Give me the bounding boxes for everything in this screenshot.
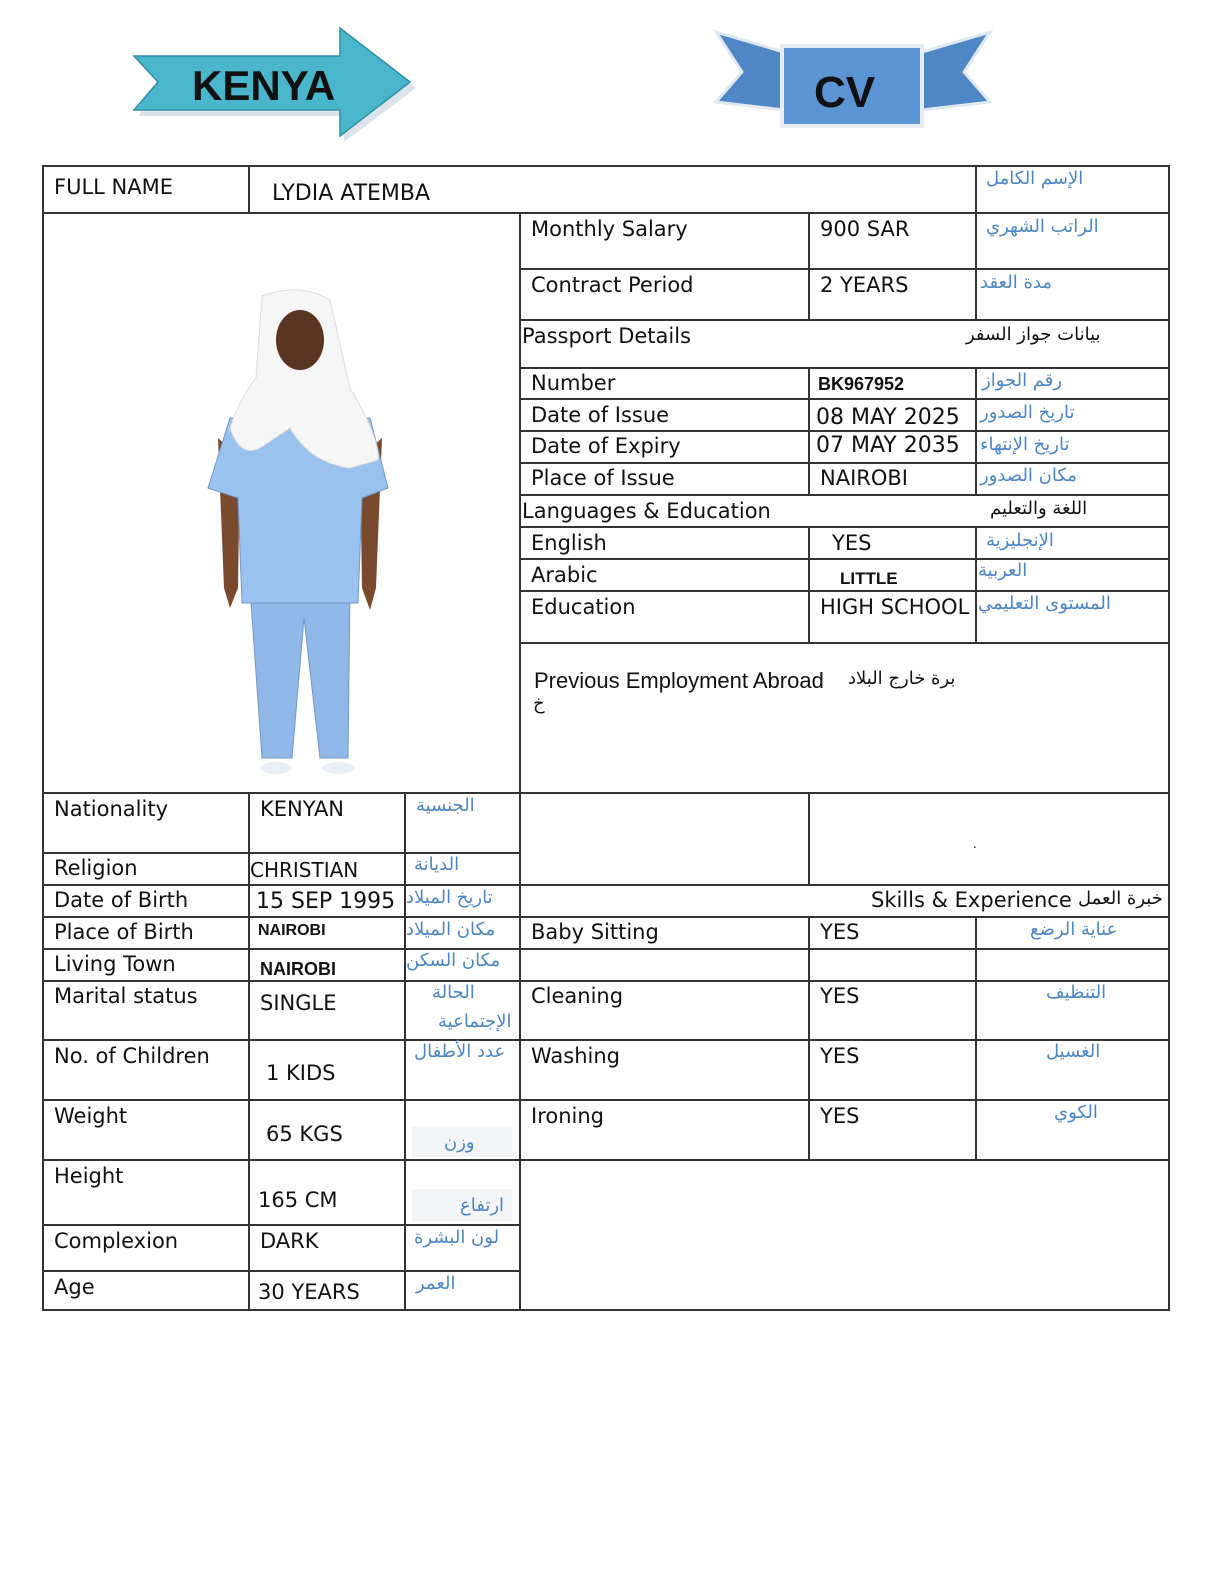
marital-label-ar-2: الإجتماعية <box>438 1011 512 1032</box>
person-photo-icon <box>200 288 400 782</box>
salary-label: Monthly Salary <box>531 217 688 241</box>
religion-label: Religion <box>54 856 138 880</box>
children-label: No. of Children <box>54 1044 210 1068</box>
country-arrow-ribbon <box>130 24 420 150</box>
marital-label-ar: الحالة <box>432 982 475 1003</box>
languages-section-label-ar: اللغة والتعليم <box>990 498 1088 519</box>
candidate-photo <box>200 288 400 782</box>
contract-label: Contract Period <box>531 273 694 297</box>
cv-banner-ribbon <box>712 24 994 136</box>
english-value: YES <box>832 531 872 555</box>
skills-section-label: Skills & Experience <box>871 888 1072 912</box>
cv-label: CV <box>814 68 876 117</box>
english-label-ar: الإنجليزية <box>986 530 1054 551</box>
marital-label: Marital status <box>54 984 198 1008</box>
weight-label-ar: وزن <box>444 1132 475 1153</box>
cleaning-label: Cleaning <box>531 984 624 1008</box>
country-label: KENYA <box>192 62 336 109</box>
full-name-label: FULL NAME <box>54 175 173 199</box>
passport-number-label-ar: رقم الجواز <box>982 370 1063 391</box>
contract-value: 2 YEARS <box>820 273 909 297</box>
dob-label-ar: تاريخ الميلاد <box>406 887 493 908</box>
issue-date-label: Date of Issue <box>531 403 670 427</box>
children-value: 1 KIDS <box>266 1061 336 1085</box>
salary-label-ar: الراتب الشهري <box>986 216 1099 237</box>
baby-sitting-value: YES <box>820 920 860 944</box>
passport-number-label: Number <box>531 371 616 395</box>
expiry-date-label: Date of Expiry <box>531 434 681 458</box>
ironing-label-ar: الكوي <box>1054 1102 1098 1123</box>
passport-number-value: BK967952 <box>818 374 905 394</box>
education-label-ar: المستوى التعليمي <box>978 593 1111 614</box>
languages-section-label: Languages & Education <box>522 499 771 523</box>
nationality-label: Nationality <box>54 797 169 821</box>
nationality-label-ar: الجنسية <box>416 795 475 816</box>
previous-employment-label-ar-2: خ <box>533 693 545 714</box>
religion-label-ar: الديانة <box>414 854 460 875</box>
washing-value: YES <box>820 1044 860 1068</box>
full-name-value: LYDIA ATEMBA <box>272 181 431 206</box>
complexion-value: DARK <box>260 1229 319 1253</box>
education-label: Education <box>531 595 636 619</box>
salary-value: 900 SAR <box>820 217 910 241</box>
arabic-label: Arabic <box>531 563 598 587</box>
previous-employment-label-ar: برة خارج البلاد <box>848 668 956 689</box>
passport-section-label: Passport Details <box>522 324 691 348</box>
skills-section-label-ar: خبرة العمل <box>1078 888 1163 909</box>
cleaning-value: YES <box>820 984 860 1008</box>
baby-sitting-label: Baby Sitting <box>531 920 659 944</box>
age-label: Age <box>54 1275 95 1299</box>
arabic-value: LITTLE <box>840 569 898 588</box>
expiry-date-label-ar: تاريخ الإنتهاء <box>980 434 1070 455</box>
ironing-value: YES <box>820 1104 860 1128</box>
expiry-date-value: 07 MAY 2035 <box>816 433 960 458</box>
empty-cell-dot: . <box>973 837 977 851</box>
living-town-value: NAIROBI <box>260 959 336 979</box>
complexion-label: Complexion <box>54 1229 179 1253</box>
english-label: English <box>531 531 607 555</box>
passport-section-label-ar: بيانات جواز السفر <box>966 324 1101 345</box>
living-town-label: Living Town <box>54 952 176 976</box>
dob-value: 15 SEP 1995 <box>256 889 396 914</box>
age-label-ar: العمر <box>416 1273 456 1294</box>
baby-sitting-label-ar: عناية الرضع <box>1030 919 1118 940</box>
height-label-ar: ارتفاع <box>460 1195 505 1216</box>
dob-label: Date of Birth <box>54 888 189 912</box>
place-of-issue-label-ar: مكان الصدور <box>980 465 1077 486</box>
previous-employment-label: Previous Employment Abroad <box>534 668 824 693</box>
full-name-label-ar: الإسم الكامل <box>986 168 1084 189</box>
nationality-value: KENYAN <box>260 797 345 821</box>
washing-label: Washing <box>531 1044 621 1068</box>
pob-label: Place of Birth <box>54 920 194 944</box>
education-value: HIGH SCHOOL <box>820 595 970 619</box>
washing-label-ar: الغسيل <box>1046 1041 1101 1062</box>
children-label-ar: عدد الأطفال <box>414 1041 506 1062</box>
place-of-issue-label: Place of Issue <box>531 466 675 490</box>
living-town-label-ar: مكان السكن <box>406 950 501 971</box>
pob-value: NAIROBI <box>258 922 326 939</box>
arabic-label-ar: العربية <box>978 560 1028 581</box>
weight-label: Weight <box>54 1104 128 1128</box>
pob-label-ar: مكان الميلاد <box>406 919 496 940</box>
height-label: Height <box>54 1164 124 1188</box>
marital-value: SINGLE <box>260 991 337 1015</box>
religion-value: CHRISTIAN <box>250 858 359 882</box>
place-of-issue-value: NAIROBI <box>820 466 908 490</box>
height-value: 165 CM <box>258 1188 338 1212</box>
age-value: 30 YEARS <box>258 1280 360 1304</box>
weight-value: 65 KGS <box>266 1122 343 1146</box>
issue-date-label-ar: تاريخ الصدور <box>980 402 1075 423</box>
contract-label-ar: مدة العقد <box>980 272 1052 293</box>
complexion-label-ar: لون البشرة <box>414 1227 500 1248</box>
ironing-label: Ironing <box>531 1104 604 1128</box>
cleaning-label-ar: التنظيف <box>1046 982 1107 1003</box>
issue-date-value: 08 MAY 2025 <box>816 405 960 430</box>
